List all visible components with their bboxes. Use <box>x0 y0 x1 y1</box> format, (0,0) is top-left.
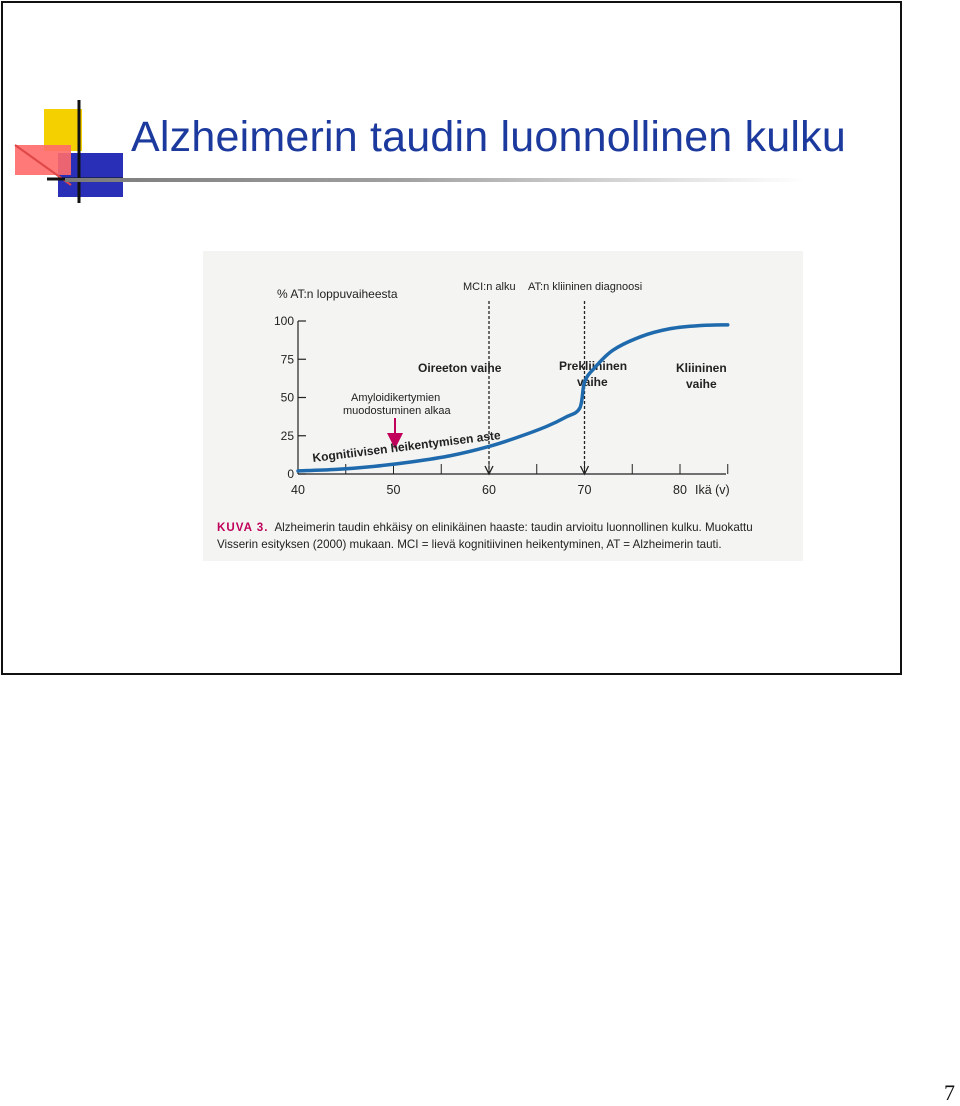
y-axis-ticks <box>274 314 306 481</box>
annotation-preclinical-line2: vaihe <box>577 375 608 389</box>
vline-label-diagnosis: AT:n kliininen diagnoosi <box>528 281 643 293</box>
y-tick-label: 50 <box>280 390 294 405</box>
x-axis-label: Ikä (v) <box>695 483 730 497</box>
page-title: Alzheimerin taudin luonnollinen kulku <box>131 113 846 161</box>
annotation-amyloid-line2: muodostuminen alkaa <box>343 405 451 417</box>
y-tick-label: 25 <box>280 428 294 443</box>
x-tick-label: 60 <box>482 483 496 497</box>
x-tick-label: 80 <box>673 483 687 497</box>
y-tick-label: 75 <box>280 352 294 367</box>
y-tick-label: 100 <box>273 314 294 328</box>
annotation-clinical-line1: Kliininen <box>676 361 727 375</box>
y-axis-label: % AT:n loppuvaiheesta <box>277 287 398 301</box>
annotation-preclinical-line1: Prekliininen <box>559 359 628 373</box>
annotation-asymptomatic: Oireeton vaihe <box>418 361 502 375</box>
chart <box>203 251 803 516</box>
page-number: 7 <box>944 1080 955 1105</box>
vline-label-mci: MCI:n alku <box>463 281 516 293</box>
x-tick-label: 40 <box>291 483 305 497</box>
annotation-cognitive-decline: Kognitiivisen heikentymisen aste <box>311 427 502 465</box>
caption-text: Alzheimerin taudin ehkäisy on elinikäinen haaste: taudin arvioitu luonnollinen kulku. Muokattu Visserin esityksen (2000) mukaan. MCI = lievä kognitiivinen heikentyminen, AT = Alzheimerin tauti. <box>217 521 753 551</box>
caption-label: KUVA 3. <box>217 521 269 534</box>
slide <box>1 1 902 675</box>
figure <box>203 251 803 561</box>
x-tick-label: 50 <box>386 483 401 497</box>
vertical-markers <box>485 301 589 474</box>
x-tick-label: 70 <box>577 483 592 497</box>
annotation-amyloid-line1: Amyloidikertymien <box>351 392 441 404</box>
title-divider <box>65 178 805 182</box>
figure-caption <box>217 519 792 553</box>
y-tick-label: 0 <box>287 467 294 481</box>
annotation-clinical-line2: vaihe <box>686 377 717 391</box>
